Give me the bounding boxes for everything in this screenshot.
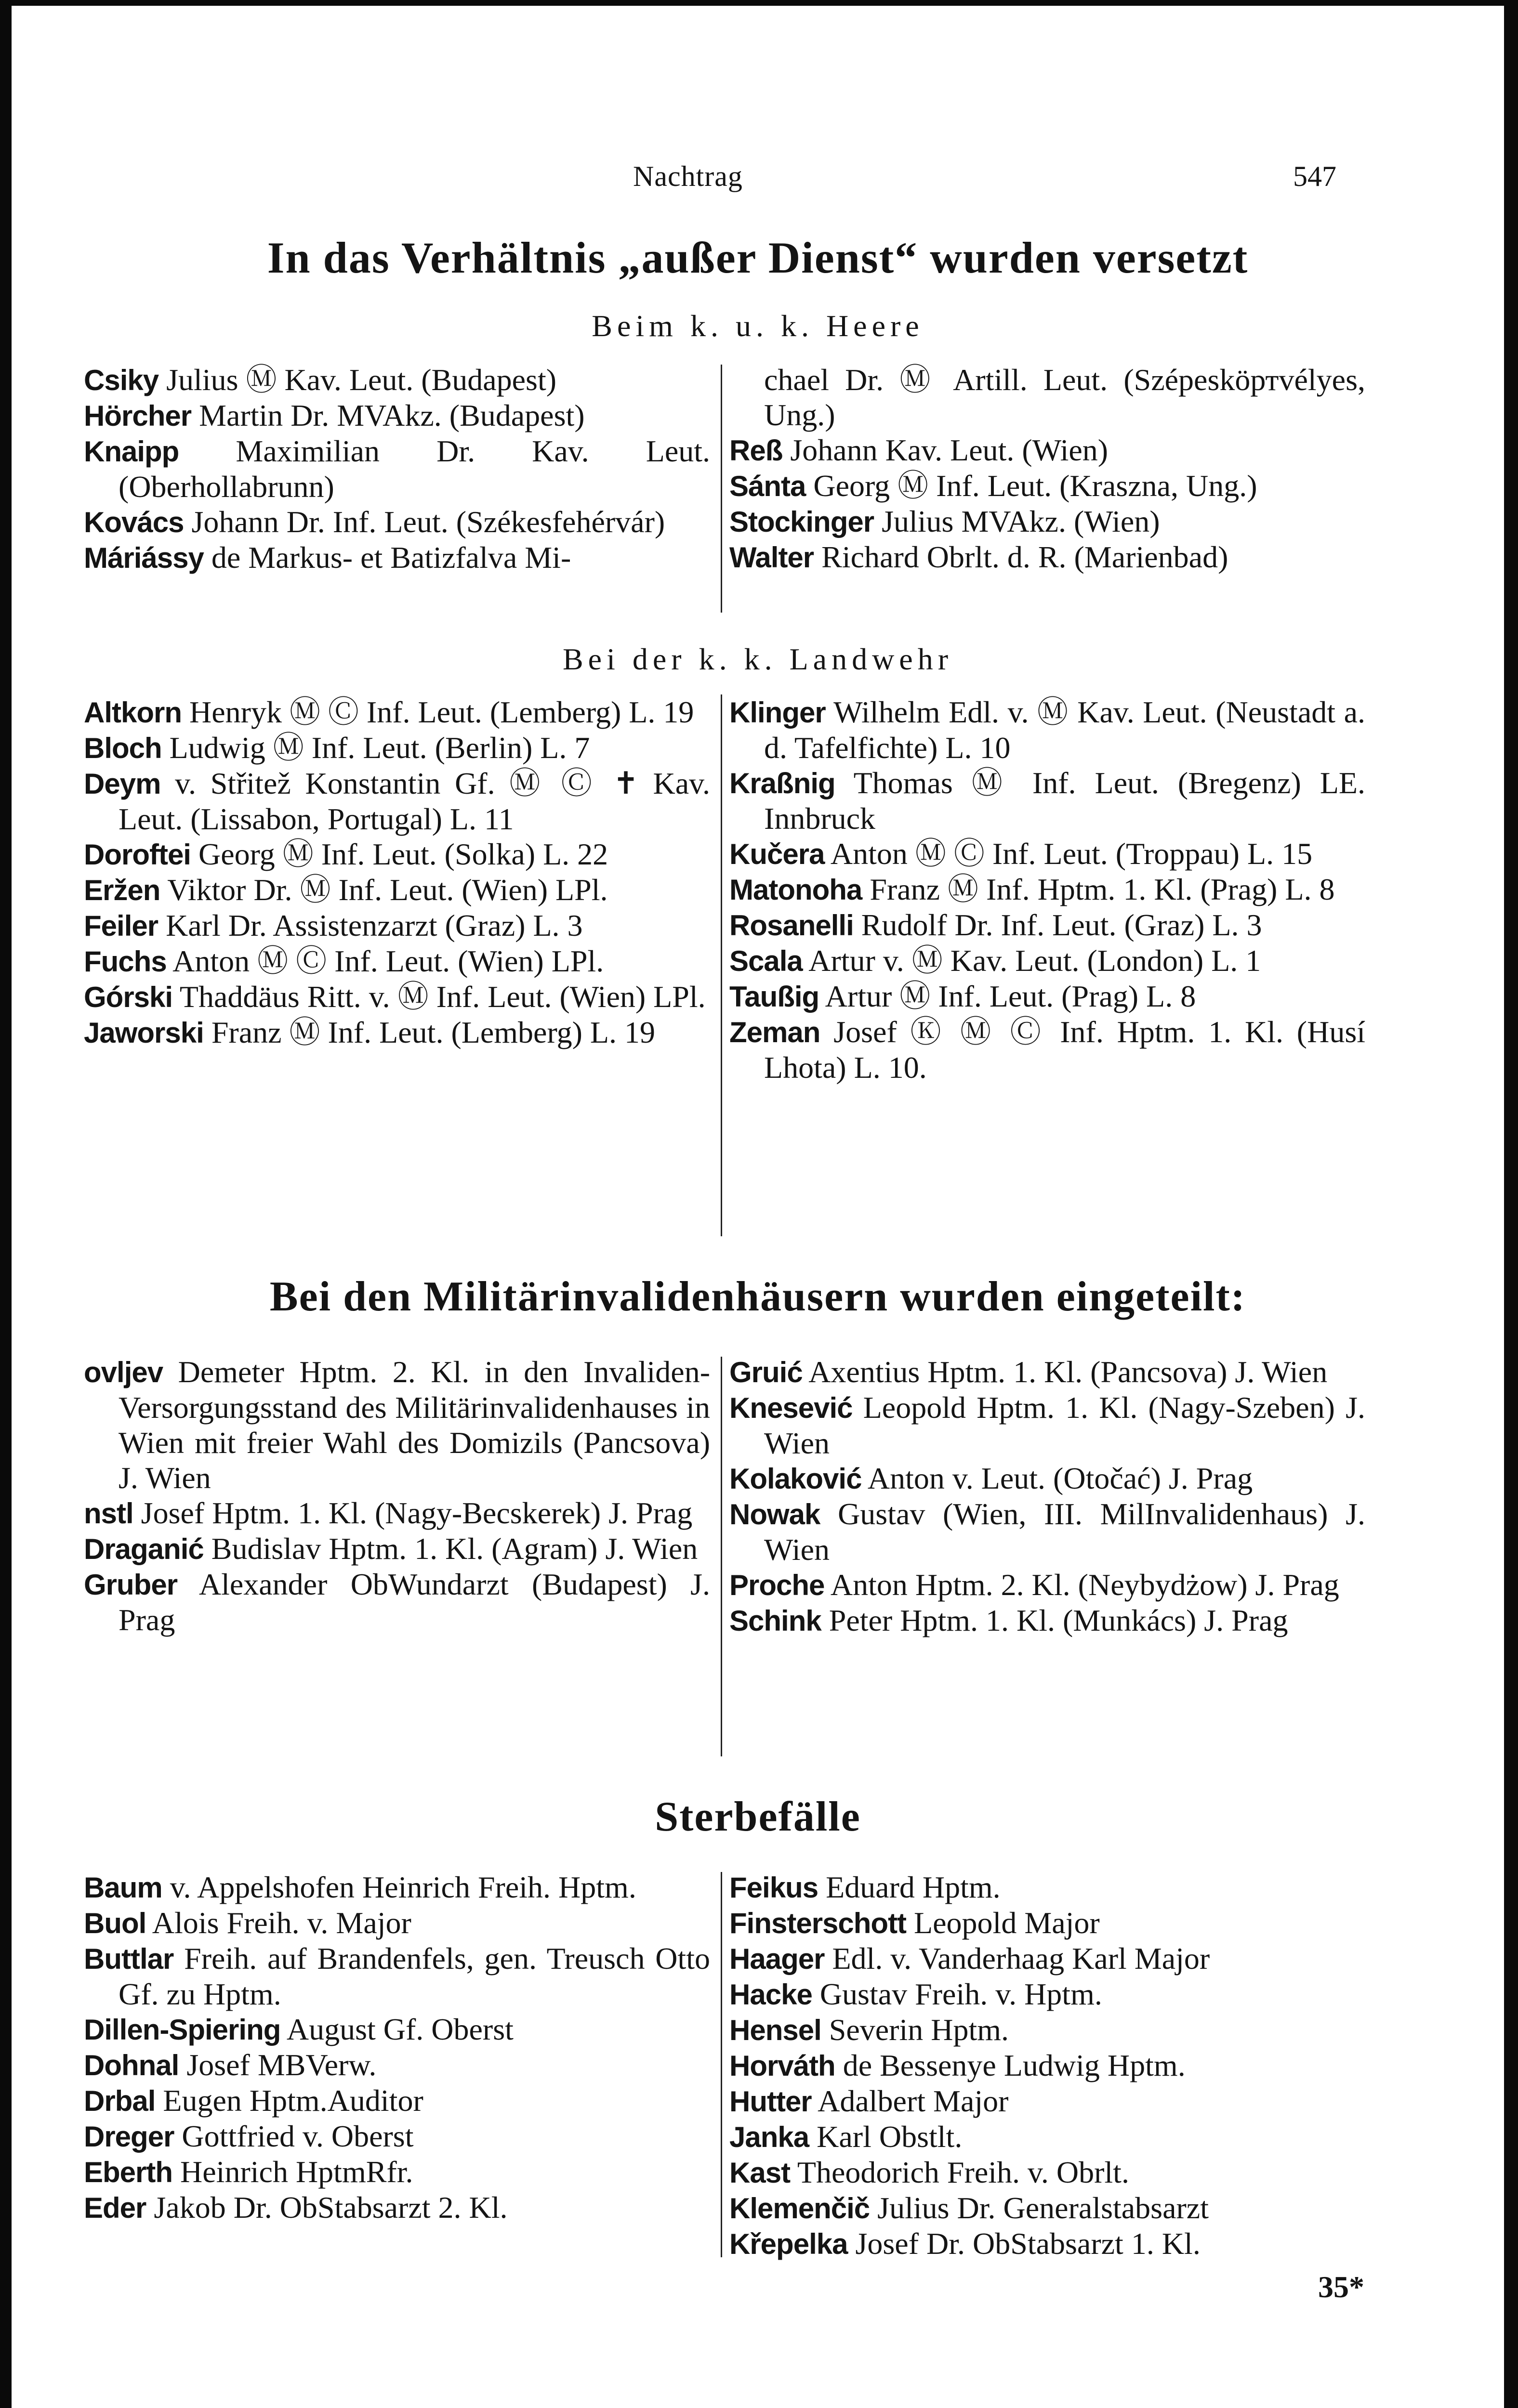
entry-text: Adalbert Major (818, 2084, 1009, 2118)
column-divider (721, 694, 722, 1236)
entry-name: nstl (84, 1497, 133, 1530)
entry-text: Josef Ⓚ Ⓜ Ⓒ Inf. Hptm. 1. Kl. (Husí Lhota) L. 10. (764, 1015, 1366, 1085)
entry-name: Finsterschott (729, 1907, 907, 1939)
entry-name: Kučera (729, 838, 825, 870)
list-item (84, 540, 710, 576)
list-item (84, 694, 710, 730)
entry-text: Franz Ⓜ Inf. Leut. (Lemberg) L. 19 (211, 1015, 656, 1049)
list-item (729, 2155, 1365, 2190)
entry-text: v. Appelshofen Heinrich Freih. Hptm. (170, 1870, 636, 1904)
list-item (729, 1496, 1365, 1567)
entry-text: Artur v. Ⓜ Kav. Leut. (London) L. 1 (808, 943, 1261, 978)
list-item (729, 2226, 1365, 2262)
list-item (84, 1567, 710, 1637)
entry-text: Julius Ⓜ Kav. Leut. (Budapest) (166, 363, 557, 397)
entry-name: Kraßnig (729, 767, 835, 799)
list-item (729, 1014, 1365, 1085)
entry-name: Kovács (84, 506, 184, 538)
entry-text: Josef MBVerw. (186, 2048, 377, 2082)
page-number: 547 (1293, 160, 1336, 192)
entry-text: chael Dr. Ⓜ Artill. Leut. (Szépesköртvélyes, Ung.) (764, 363, 1365, 432)
entry-text: Gustav (Wien, III. MilInvalidenhaus) J. Wien (764, 1497, 1366, 1567)
list-item (729, 539, 1365, 575)
entry-text: Maximilian Dr. Kav. Leut. (Oberhollabrunn) (119, 434, 711, 504)
entry-name: Deym (84, 768, 161, 800)
entry-text: Richard Obrlt. d. R. (Marienbad) (821, 540, 1228, 574)
entry-name: Rosanelli (729, 909, 854, 942)
entry-text: Karl Obstlt. (817, 2120, 963, 2154)
entry-name: Schink (729, 1605, 821, 1637)
entry-text: Josef Dr. ObStabsarzt 1. Kl. (855, 2226, 1201, 2261)
list-item (729, 694, 1365, 765)
section-title-invalidenhaeuser: Bei den Militärinvalidenhäusern wurden eingeteilt: (269, 1273, 1246, 1320)
column-left (84, 694, 710, 1050)
list-item (84, 766, 710, 837)
entry-name: Eder (84, 2192, 146, 2224)
list-item (729, 362, 1365, 432)
running-title: Nachtrag (633, 160, 743, 192)
entry-text: v. Střitež Konstantin Gf. Ⓜ Ⓒ ✝ Kav. Leut. (Lissabon, Portugal) L. 11 (119, 766, 711, 836)
entry-name: Máriássy (84, 542, 204, 574)
list-item (84, 1015, 710, 1050)
entry-text: Alexander ObWundarzt (Budapest) J. Prag (119, 1567, 711, 1637)
entry-name: Sánta (729, 470, 806, 502)
column-left (84, 1354, 710, 1637)
entry-name: Feiler (84, 910, 158, 942)
list-item (84, 2012, 710, 2047)
entry-text: Julius Dr. Generalstabsarzt (877, 2191, 1209, 2225)
entry-text: Leopold Hptm. 1. Kl. (Nagy-Szeben) J. Wien (764, 1390, 1366, 1460)
entry-name: Bloch (84, 732, 162, 764)
entry-name: Gruber (84, 1569, 178, 1601)
subsection-title-heere: Beim k. u. k. Heere (592, 309, 924, 343)
column-divider (721, 1357, 722, 1756)
entry-text: Heinrich HptmRfr. (180, 2155, 413, 2189)
list-item (84, 1941, 710, 2012)
section-title-sterbefaelle: Sterbefälle (655, 1793, 861, 1840)
entry-text: Artur Ⓜ Inf. Leut. (Prag) L. 8 (825, 979, 1196, 1013)
list-item (84, 398, 710, 433)
entry-name: Taußig (729, 981, 819, 1013)
list-item (729, 1461, 1365, 1496)
entry-text: August Gf. Oberst (286, 2012, 514, 2046)
list-item (84, 1870, 710, 1905)
list-item (729, 979, 1365, 1014)
column-divider (721, 365, 722, 613)
entry-text: Anton v. Leut. (Otočać) J. Prag (867, 1461, 1253, 1495)
entry-name: Janka (729, 2121, 809, 2153)
list-item (84, 2119, 710, 2154)
entry-name: Buttlar (84, 1943, 174, 1975)
list-item (729, 872, 1365, 907)
list-item (729, 836, 1365, 872)
entry-text: Theodorich Freih. v. Obrlt. (797, 2155, 1129, 2189)
list-item (729, 943, 1365, 979)
entry-text: Thomas Ⓜ Inf. Leut. (Bregenz) LE. Innbruck (764, 766, 1366, 836)
entry-name: Dreger (84, 2120, 174, 2153)
entry-text: Georg Ⓜ Inf. Leut. (Kraszna, Ung.) (813, 469, 1257, 503)
list-item (729, 1603, 1365, 1638)
entry-name: Křepelka (729, 2228, 848, 2260)
entry-name: Hörcher (84, 400, 192, 432)
list-item (729, 468, 1365, 504)
column-right (729, 362, 1365, 575)
entry-name: Fuchs (84, 945, 167, 978)
entry-name: Buol (84, 1907, 146, 1939)
entry-name: Górski (84, 981, 173, 1013)
entry-text: Freih. auf Brandenfels, gen. Treusch Otto Gf. zu Hptm. (119, 1941, 711, 2011)
list-item (729, 1354, 1365, 1390)
entry-text: Henryk Ⓜ Ⓒ Inf. Leut. (Lemberg) L. 19 (189, 695, 694, 729)
entry-name: Jaworski (84, 1017, 204, 1049)
entry-name: Draganić (84, 1533, 204, 1565)
column-left (84, 1870, 710, 2225)
list-item (84, 872, 710, 908)
entry-name: Horváth (729, 2050, 835, 2082)
entry-text: Gustav Freih. v. Hptm. (819, 1977, 1102, 2011)
entry-text: Karl Dr. Assistenzarzt (Graz) L. 3 (166, 908, 583, 942)
entry-name: Reß (729, 434, 783, 467)
entry-text: Johann Dr. Inf. Leut. (Székesfehérvár) (191, 505, 665, 539)
list-item (84, 2190, 710, 2225)
entry-name: Zeman (729, 1016, 820, 1048)
signature-mark: 35* (1318, 2270, 1364, 2304)
list-item (729, 1390, 1365, 1461)
entry-text: Martin Dr. MVAkz. (Budapest) (199, 398, 585, 432)
entry-name: Altkorn (84, 696, 182, 729)
entry-text: Rudolf Dr. Inf. Leut. (Graz) L. 3 (861, 908, 1262, 942)
entry-name: Gruić (729, 1356, 803, 1388)
list-item (729, 504, 1365, 539)
list-item (84, 433, 710, 504)
entry-name: Kast (729, 2157, 791, 2189)
list-item (729, 1567, 1365, 1603)
entry-name: Doroftei (84, 838, 191, 871)
entry-text: Georg Ⓜ Inf. Leut. (Solka) L. 22 (198, 837, 608, 871)
list-item (84, 1531, 710, 1567)
list-item (84, 2083, 710, 2119)
entry-text: Leopold Major (914, 1906, 1100, 1940)
list-item (729, 2048, 1365, 2083)
list-item (729, 907, 1365, 943)
list-item (729, 1941, 1365, 1976)
list-item (84, 2047, 710, 2083)
entry-text: Axentius Hptm. 1. Kl. (Pancsova) J. Wien (808, 1355, 1328, 1389)
entry-name: Hacke (729, 1978, 812, 2011)
list-item (84, 730, 710, 766)
entry-name: ovljev (84, 1356, 163, 1388)
column-right (729, 1870, 1365, 2262)
list-item (84, 908, 710, 943)
list-item (84, 943, 710, 979)
list-item (729, 765, 1365, 836)
list-item (84, 504, 710, 540)
entry-name: Scala (729, 945, 803, 977)
entry-text: Wilhelm Edl. v. Ⓜ Kav. Leut. (Neustadt a. d. Tafelfichte) L. 10 (764, 695, 1366, 765)
list-item (729, 1905, 1365, 1941)
entry-text: Julius MVAkz. (Wien) (882, 504, 1160, 538)
entry-text: Budislav Hptm. 1. Kl. (Agram) J. Wien (211, 1531, 698, 1566)
entry-text: Alois Freih. v. Major (152, 1906, 411, 1940)
entry-text: Severin Hptm. (829, 2013, 1009, 2047)
column-right (729, 694, 1365, 1085)
entry-text: Viktor Dr. Ⓜ Inf. Leut. (Wien) LPl. (167, 873, 608, 907)
entry-name: Dohnal (84, 2049, 179, 2081)
document-page (12, 6, 1504, 2408)
entry-text: Thaddäus Ritt. v. Ⓜ Inf. Leut. (Wien) LPl. (179, 980, 706, 1014)
entry-text: Eugen Hptm.Auditor (163, 2083, 423, 2118)
entry-name: Kolaković (729, 1463, 862, 1495)
list-item (84, 1495, 710, 1531)
entry-name: Eržen (84, 874, 160, 906)
entry-name: Haager (729, 1943, 825, 1975)
entry-name: Baum (84, 1871, 162, 1904)
entry-name: Drbal (84, 2085, 156, 2117)
entry-text: Gottfried v. Oberst (182, 2119, 414, 2153)
entry-text: Jakob Dr. ObStabsarzt 2. Kl. (154, 2190, 508, 2225)
entry-name: Hutter (729, 2085, 812, 2118)
entry-text: Anton Ⓜ Ⓒ Inf. Leut. (Wien) LPl. (172, 944, 604, 978)
column-left (84, 362, 710, 576)
entry-name: Proche (729, 1569, 825, 1601)
list-item (729, 432, 1365, 468)
list-item (729, 2012, 1365, 2048)
entry-name: Dillen-Spiering (84, 2014, 281, 2046)
entry-name: Hensel (729, 2014, 821, 2046)
list-item (729, 2083, 1365, 2119)
list-item (84, 362, 710, 398)
entry-text: Demeter Hptm. 2. Kl. in den Invaliden-Versorgungsstand des Militärinvalidenhauses in Wien mit freier Wahl des Domizils (Pancsova) J. Wien (119, 1355, 710, 1495)
entry-name: Klemenčič (729, 2192, 870, 2225)
entry-name: Eberth (84, 2156, 173, 2188)
entry-text: Franz Ⓜ Inf. Hptm. 1. Kl. (Prag) L. 8 (870, 872, 1335, 906)
entry-text: Johann Kav. Leut. (Wien) (790, 433, 1109, 467)
list-item (729, 1870, 1365, 1905)
section-title-ausser-dienst: In das Verhältnis „außer Dienst“ wurden versetzt (267, 233, 1249, 282)
entry-text: Anton Ⓜ Ⓒ Inf. Leut. (Troppau) L. 15 (830, 837, 1313, 871)
entry-name: Knesević (729, 1392, 853, 1424)
list-item (84, 1905, 710, 1941)
entry-text: Anton Hptm. 2. Kl. (Neybydżow) J. Prag (830, 1568, 1339, 1602)
column-divider (721, 1872, 722, 2257)
entry-text: Josef Hptm. 1. Kl. (Nagy-Becskerek) J. Prag (141, 1496, 693, 1530)
entry-text: Peter Hptm. 1. Kl. (Munkács) J. Prag (829, 1603, 1288, 1637)
entry-text: de Bessenye Ludwig Hptm. (843, 2048, 1186, 2082)
entry-name: Walter (729, 541, 814, 574)
list-item (729, 1976, 1365, 2012)
list-item (84, 1354, 710, 1495)
list-item (84, 979, 710, 1015)
entry-text: Edl. v. Vanderhaag Karl Major (832, 1941, 1210, 1976)
entry-name: Csiky (84, 364, 159, 396)
subsection-title-landwehr: Bei der k. k. Landwehr (562, 642, 953, 676)
entry-name: Matonoha (729, 874, 862, 906)
list-item (729, 2190, 1365, 2226)
entry-name: Feikus (729, 1871, 818, 1904)
column-right (729, 1354, 1365, 1638)
list-item (84, 2154, 710, 2190)
entry-text: Eduard Hptm. (826, 1870, 1001, 1904)
list-item (84, 837, 710, 872)
entry-text: Ludwig Ⓜ Inf. Leut. (Berlin) L. 7 (169, 731, 590, 765)
entry-text: de Markus- et Batizfalva Mi- (211, 540, 571, 575)
entry-name: Nowak (729, 1498, 820, 1531)
list-item (729, 2119, 1365, 2155)
entry-name: Stockinger (729, 506, 874, 538)
entry-name: Knaipp (84, 435, 179, 468)
entry-name: Klinger (729, 696, 826, 729)
